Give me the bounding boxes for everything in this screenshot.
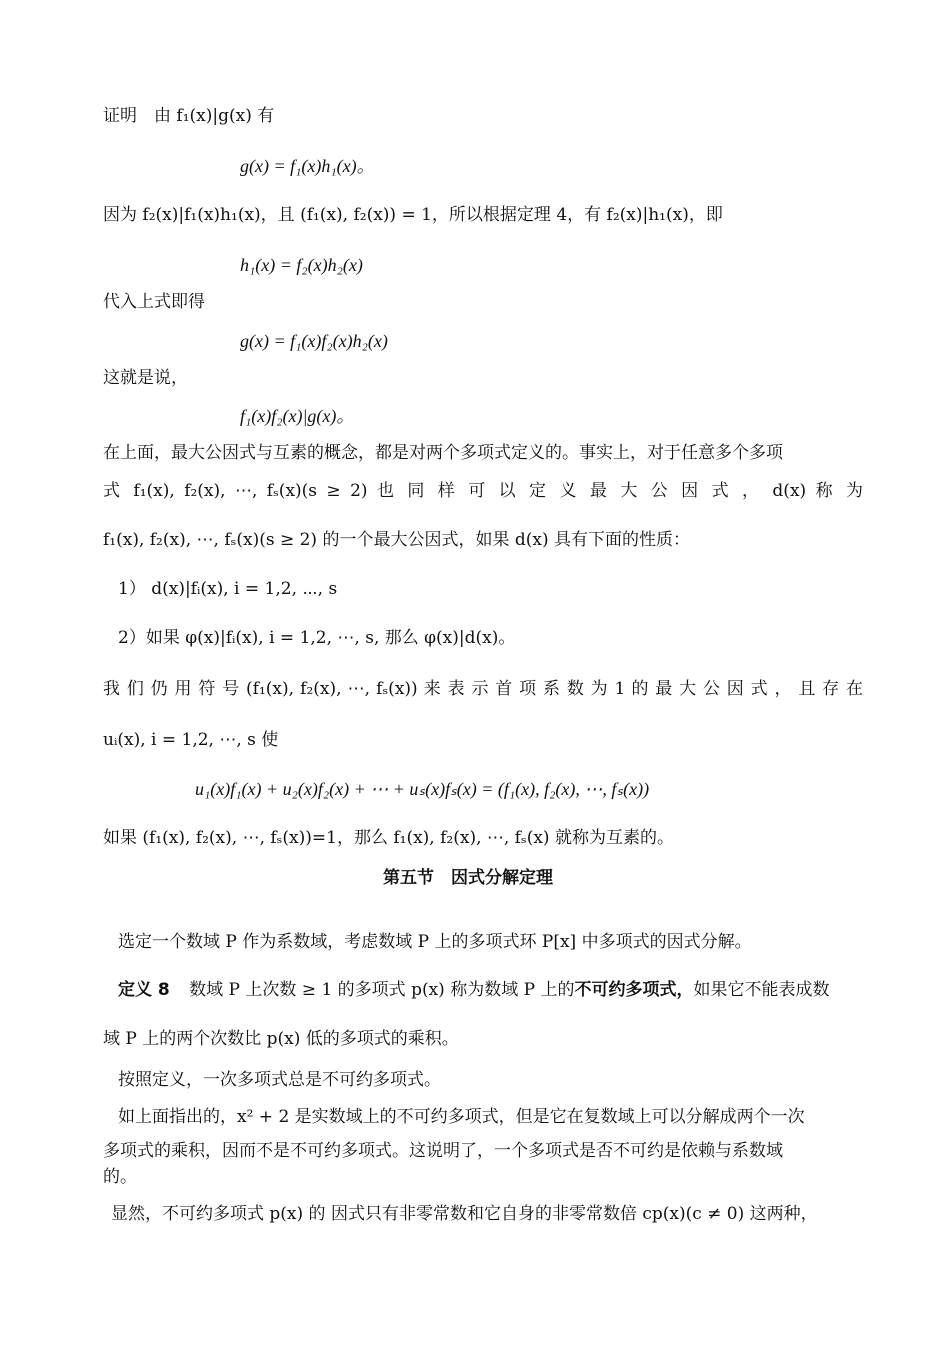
text-line: 式 f₁(x), f₂(x), ⋯, fₛ(x)(s ≥ 2) 也 同 样 可 以 定 义 最 大 公 因 式 ， d(x) 称 为 [103, 481, 863, 501]
text-line: 我 们 仍 用 符 号 (f₁(x), f₂(x), ⋯, fₛ(x)) 来 表 示 首 项 系 数 为 1 的 最 大 公 因 式 ， 且 存 在 [103, 679, 863, 699]
definition-term: 不可约多项式， [574, 980, 694, 1000]
text-line: 的。 [103, 1167, 137, 1187]
proof-line: 证明 由 f₁(x)|g(x) 有 [103, 106, 275, 126]
formula-g-eq: g(x) = f₁(x)h₁(x)。 [240, 156, 375, 176]
formula-h1-eq: h₁(x) = f₂(x)h₂(x) [240, 255, 363, 275]
definition-text: 数域 P 上次数 ≥ 1 的多项式 p(x) 称为数域 P 上的 [189, 980, 575, 1000]
text-line: 多项式的乘积，因而不是不可约多项式。这说明了，一个多项式是否不可约是依赖与系数域 [103, 1141, 783, 1161]
property-item-1: 1） d(x)|fᵢ(x), i = 1,2, ⋯, s [118, 579, 338, 599]
definition-line [118, 978, 829, 1002]
text-line: f₁(x), f₂(x), ⋯, fₛ(x)(s ≥ 2) 的一个最大公因式，如果 d(x) 具有下面的性质： [103, 530, 691, 550]
text-line: uᵢ(x), i = 1,2, ⋯, s 使 [103, 730, 279, 750]
text-line: 显然，不可约多项式 p(x) 的 因式只有非零常数和它自身的非零常数倍 cp(x)(c ≠ 0) 这两种， [111, 1204, 818, 1224]
text-line: 因为 f₂(x)|f₁(x)h₁(x)，且 (f₁(x), f₂(x)) = 1，所以根据定理 4，有 f₂(x)|h₁(x)，即 [103, 205, 723, 225]
text-line: 这就是说， [103, 368, 188, 388]
text-line: 选定一个数域 P 作为系数域，考虑数域 P 上的多项式环 P[x] 中多项式的因式分解。 [118, 932, 752, 952]
formula-divides: f₁(x)f₂(x)|g(x)。 [240, 406, 355, 426]
text-line: 代入上式即得 [103, 292, 205, 312]
text-line: 按照定义，一次多项式总是不可约多项式。 [118, 1070, 441, 1090]
definition-text-cont: 如果它不能表成数 [693, 980, 830, 1000]
property-item-2: 2）如果 φ(x)|fᵢ(x), i = 1,2, ⋯, s, 那么 φ(x)|d(x)。 [118, 628, 516, 648]
text-line: 如上面指出的，x² + 2 是实数域上的不可约多项式，但是它在复数域上可以分解成两个一次 [118, 1107, 805, 1127]
section-heading: 第五节 因式分解定理 [383, 868, 553, 888]
formula-g-product: g(x) = f₁(x)f₂(x)h₂(x) [240, 331, 388, 351]
formula-bezout: u₁(x)f₁(x) + u₂(x)f₂(x) + ⋯ + uₛ(x)fₛ(x) = (f₁(x), f₂(x), ⋯, fₛ(x)) [195, 779, 650, 799]
text-line: 如果 (f₁(x), f₂(x), ⋯, fₛ(x))=1，那么 f₁(x), f₂(x), ⋯, fₛ(x) 就称为互素的。 [103, 828, 674, 848]
definition-label: 定义 8 [118, 980, 170, 1000]
text-line: 在上面，最大公因式与互素的概念，都是对两个多项式定义的。事实上，对于任意多个多项 [103, 443, 783, 463]
text-line: 域 P 上的两个次数比 p(x) 低的多项式的乘积。 [103, 1029, 459, 1049]
